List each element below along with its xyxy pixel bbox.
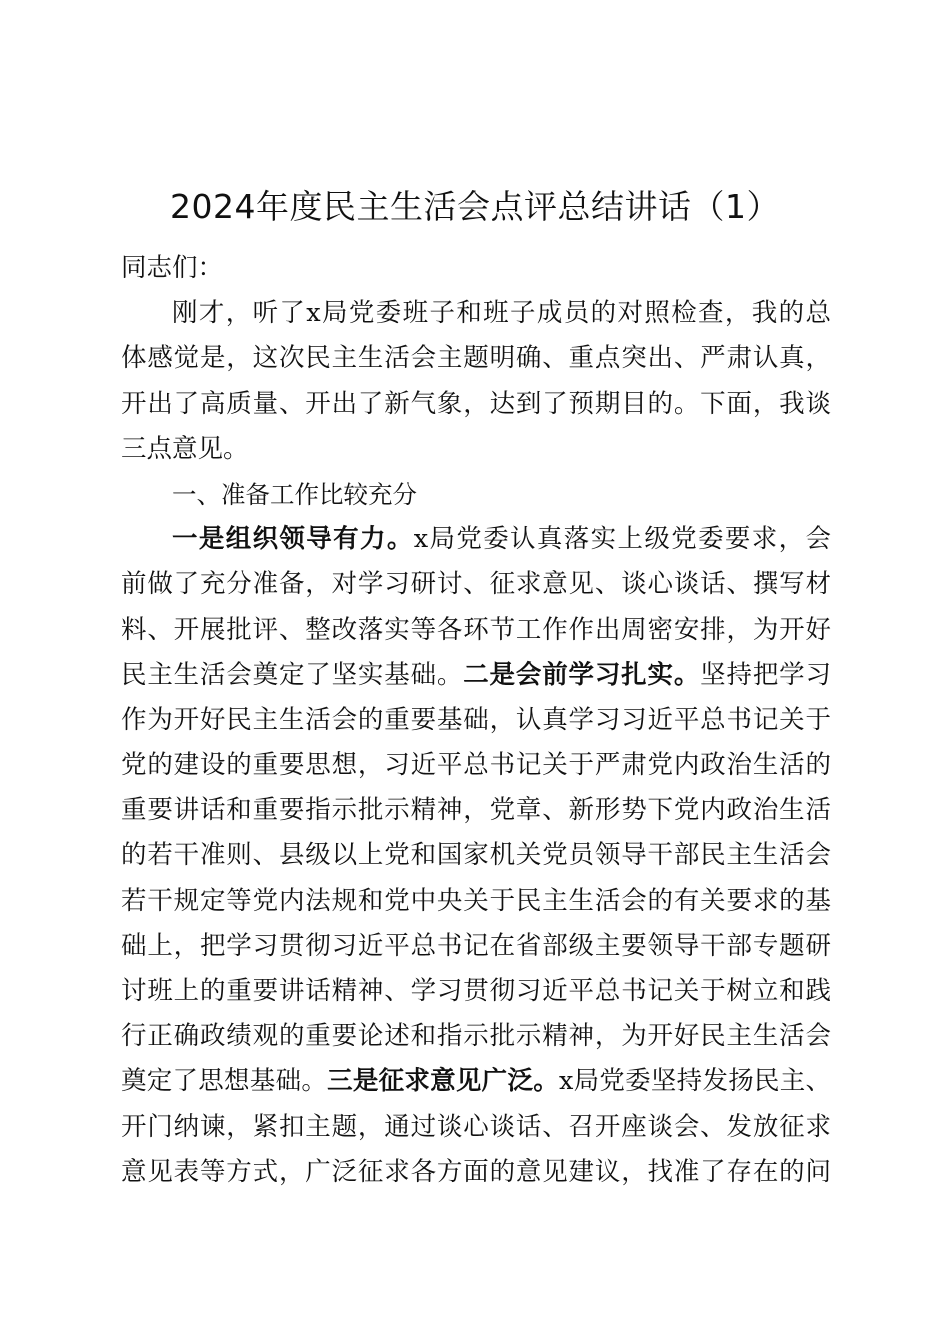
section-1-line-8: 的若干准则、县级以上党和国家机关党员领导干部民主生活会	[121, 840, 831, 871]
document-title: 2024年度民主生活会点评总结讲话（1）	[170, 187, 780, 226]
section-1-line-1	[121, 517, 831, 562]
point-2-text: 坚持把学习	[700, 659, 831, 690]
intro-line-1: 刚才，听了x局党委班子和班子成员的对照检查，我的总	[172, 298, 831, 329]
intro-line-4: 三点意见。	[121, 433, 249, 464]
section-1-line-2: 前做了充分准备，对学习研讨、征求意见、谈心谈话、撰写材	[121, 569, 831, 600]
point-1-text: x局党委认真落实上级党委要求，会	[413, 524, 831, 555]
section-1-line-3: 料、开展批评、整改落实等各环节工作作出周密安排，为开好	[121, 614, 831, 645]
point-1-heading: 一是组织领导有力。	[172, 524, 414, 555]
point-3-text: x局党委坚持发扬民主、	[558, 1066, 831, 1097]
section-1-line-11: 讨班上的重要讲话精神、学习贯彻习近平总书记关于树立和践	[121, 976, 831, 1006]
section-1-line-7: 重要讲话和重要指示批示精神，党章、新形势下党内政治生活	[121, 795, 831, 826]
point-2-heading: 二是会前学习扎实。	[463, 659, 701, 690]
section-1-line-5: 作为开好民主生活会的重要基础，认真学习习近平总书记关于	[121, 704, 831, 735]
intro-line-3: 开出了高质量、开出了新气象，达到了预期目的。下面，我谈	[121, 388, 831, 419]
section-1-line-12: 行正确政绩观的重要论述和指示批示精神，为开好民主生活会	[121, 1021, 831, 1052]
intro-line-2: 体感觉是，这次民主生活会主题明确、重点突出、严肃认真，	[121, 343, 831, 374]
section-1-line-15: 意见表等方式，广泛征求各方面的意见建议，找准了存在的问	[121, 1156, 831, 1187]
point-3-heading: 三是征求意见广泛。	[327, 1066, 559, 1097]
section-1-line-14: 开门纳谏，紧扣主题，通过谈心谈话、召开座谈会、发放征求	[121, 1111, 831, 1142]
point-1-text-end: 民主生活会奠定了坚实基础。	[121, 659, 464, 690]
section-1-heading: 一、准备工作比较充分	[172, 479, 417, 509]
salutation: 同志们：	[121, 253, 224, 283]
point-2-text-end: 奠定了思想基础。	[121, 1066, 328, 1097]
section-1-line-4	[121, 653, 831, 698]
section-1-line-13	[121, 1059, 831, 1104]
document-body	[121, 246, 831, 1195]
section-1-line-10: 础上，把学习贯彻习近平总书记在省部级主要领导干部专题研	[121, 930, 831, 961]
section-1-line-9: 若干规定等党内法规和党中央关于民主生活会的有关要求的基	[121, 885, 831, 916]
section-1-line-6: 党的建设的重要思想，习近平总书记关于严肃党内政治生活的	[121, 750, 831, 781]
